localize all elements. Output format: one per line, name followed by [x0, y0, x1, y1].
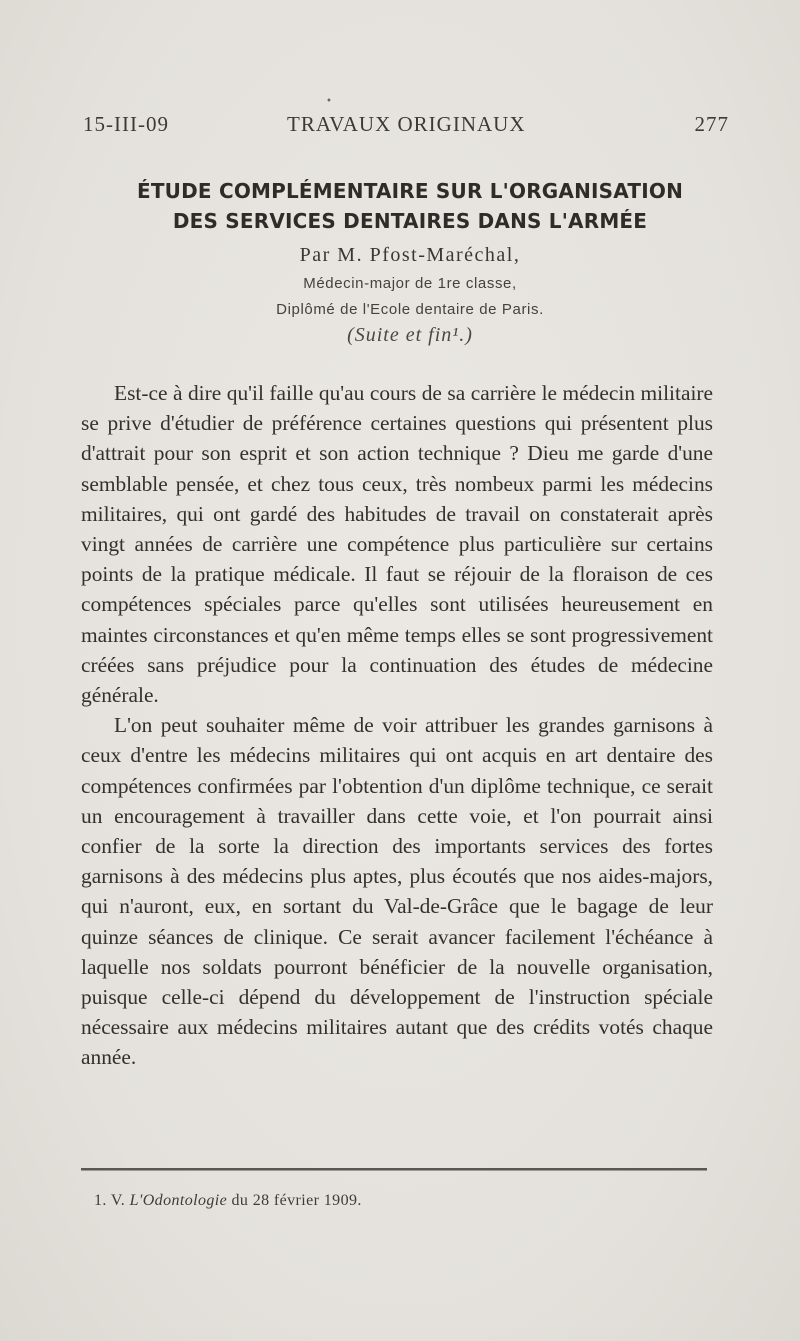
author-credential-diploma: Diplômé de l'Ecole dentaire de Paris.: [276, 301, 544, 318]
continuation-note: (Suite et fin¹.): [347, 324, 473, 346]
print-fleck: •: [326, 96, 332, 107]
footnote-date: du 28 février 1909.: [231, 1192, 362, 1209]
article-author: Par M. Pfost-Maréchal,: [299, 244, 521, 266]
article-title-line-1: ÉTUDE COMPLÉMENTAIRE SUR L'ORGANISATION: [136, 179, 684, 203]
article-title-line-2: DES SERVICES DENTAIRES DANS L'ARMÉE: [172, 209, 648, 233]
article-title: [60, 176, 760, 236]
author-credential-rank: Médecin-major de 1re classe,: [303, 275, 517, 292]
page-number: 277: [694, 112, 729, 136]
footnote-journal: L'Odontologie: [129, 1192, 228, 1209]
body-paragraph-2: L'on peut souhaiter même de voir attribuer les grandes garnisons à ceux d'entre les médecins militaires qui ont acquis en art dentaire des compétences confirmées par l'obtention d'un diplôme technique, ce serait un encouragement à travailler dans cette voie, et l'on pourrait ainsi confier de la sorte la direction des importants services des fortes garnisons à des médecins plus aptes, plus écoutés que nos aides-majors, qui n'auront, eux, en sortant du Val-de-Grâce que le bagage de leur quinze séances de clinique. Ce serait avancer facilement l'échéance à laquelle nos soldats pourront bénéficier de la nouvelle organisation, puisque celle-ci dépend du développement de l'instruction spéciale nécessaire aux médecins militaires autant que des crédits votés chaque année.: [81, 713, 713, 1070]
running-head: [83, 112, 729, 142]
footnote-marker: 1. V.: [94, 1192, 126, 1209]
section-title: TRAVAUX ORIGINAUX: [287, 112, 526, 136]
body-paragraph-1: Est-ce à dire qu'il faille qu'au cours de sa carrière le médecin militaire se prive d'étudier de préférence certaines questions qui présentent plus d'attrait pour son esprit et son action technique ? Dieu me garde d'une semblable pensée, et chez tous ceux, très nombeux parmi les médecins militaires, qui ont gardé des habitudes de travail on constaterait après vingt années de carrière une compétence plus particulière sur certains points de la pratique médicale. Il faut se réjouir de la floraison de ces compétences spéciales parce qu'elles sont utilisées heureusement en maintes circonstances et qu'en même temps elles se sont progressivement créées sans préjudice pour la continuation des études de médecine générale.: [81, 381, 713, 708]
footnote-rule: [81, 1168, 707, 1170]
issue-date: 15-III-09: [83, 112, 169, 136]
article-body: [81, 378, 713, 1073]
footnote: [94, 1192, 362, 1210]
